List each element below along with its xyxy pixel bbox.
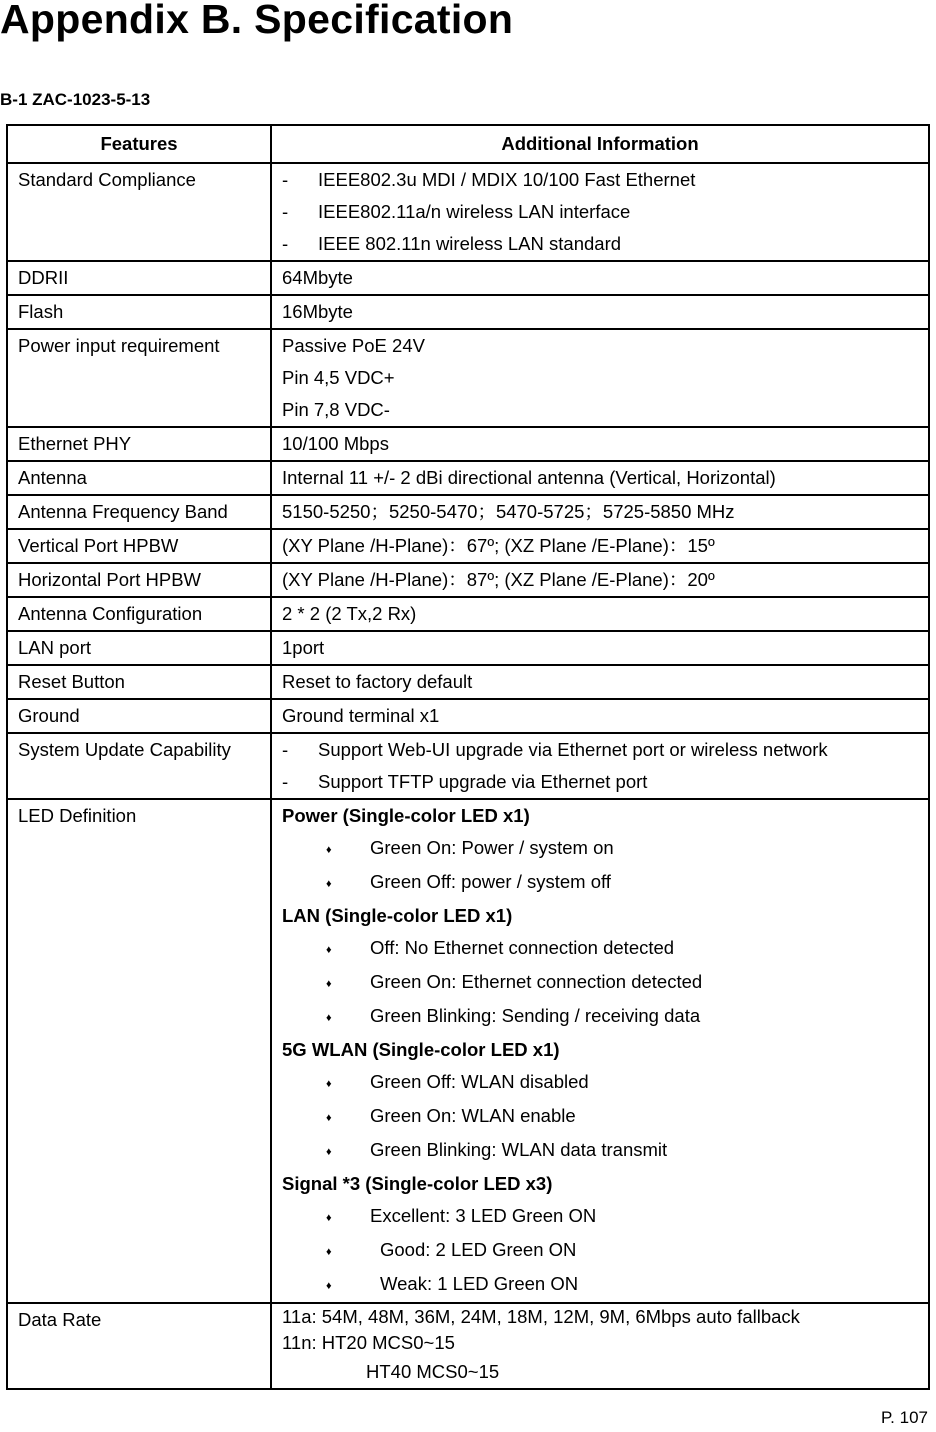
feature-label: Ethernet PHY <box>7 427 271 461</box>
feature-label: Data Rate <box>7 1303 271 1389</box>
diamond-bullet-icon: ♦ <box>326 1280 332 1292</box>
feature-info <box>271 733 929 799</box>
table-row <box>7 563 929 597</box>
feature-label: Flash <box>7 295 271 329</box>
list-item: ♦ Green On: Power / system on <box>282 832 920 866</box>
dash-bullet: - <box>282 233 289 254</box>
feature-info: Ground terminal x1 <box>271 699 929 733</box>
list-item: - IEEE802.3u MDI / MDIX 10/100 Fast Ethernet <box>282 164 920 196</box>
feature-info: 64Mbyte <box>271 261 929 295</box>
led-group-heading: LAN (Single-color LED x1) <box>282 905 513 926</box>
list-item: ♦ Off: No Ethernet connection detected <box>282 932 920 966</box>
table-row <box>7 295 929 329</box>
diamond-bullet-icon: ♦ <box>326 944 332 956</box>
table-row <box>7 799 929 1303</box>
page-number: P. 107 <box>881 1408 928 1427</box>
feature-label: LAN port <box>7 631 271 665</box>
diamond-bullet-icon: ♦ <box>326 878 332 890</box>
diamond-bullet-icon: ♦ <box>326 1012 332 1024</box>
list-item: ♦ Good: 2 LED Green ON <box>282 1234 920 1268</box>
led-group-heading: 5G WLAN (Single-color LED x1) <box>282 1039 560 1060</box>
feature-label: Antenna Configuration <box>7 597 271 631</box>
table-row <box>7 699 929 733</box>
list-item: ♦ Green Blinking: WLAN data transmit <box>282 1134 920 1168</box>
table-row <box>7 261 929 295</box>
list-item: ♦ Weak: 1 LED Green ON <box>282 1268 920 1302</box>
list-item: ♦ Green On: Ethernet connection detected <box>282 966 920 1000</box>
feature-label: Antenna <box>7 461 271 495</box>
diamond-bullet-icon: ♦ <box>326 1078 332 1090</box>
diamond-bullet-icon: ♦ <box>326 1146 332 1158</box>
diamond-bullet-icon: ♦ <box>326 1212 332 1224</box>
feature-label: Antenna Frequency Band <box>7 495 271 529</box>
feature-info: 1port <box>271 631 929 665</box>
feature-label: Vertical Port HPBW <box>7 529 271 563</box>
specification-table <box>6 124 930 1390</box>
led-group-heading: Power (Single-color LED x1) <box>282 805 530 826</box>
feature-info: Passive PoE 24V Pin 4,5 VDC+ Pin 7,8 VDC- <box>271 329 929 427</box>
list-item: - IEEE 802.11n wireless LAN standard <box>282 228 920 260</box>
feature-info: 16Mbyte <box>271 295 929 329</box>
feature-info <box>271 163 929 261</box>
feature-info: Reset to factory default <box>271 665 929 699</box>
column-header-additional-information: Additional Information <box>271 125 929 163</box>
list-item: - Support TFTP upgrade via Ethernet port <box>282 766 920 798</box>
list-item: - Support Web-UI upgrade via Ethernet port or wireless network <box>282 734 920 766</box>
dash-bullet: - <box>282 201 289 222</box>
table-row <box>7 461 929 495</box>
feature-info: (XY Plane /H-Plane)：87º; (XZ Plane /E-Plane)：20º <box>271 563 929 597</box>
feature-info: 11a: 54M, 48M, 36M, 24M, 18M, 12M, 9M, 6Mbps auto fallback 11n: HT20 MCS0~15 HT40 MCS0~15 <box>271 1303 929 1389</box>
feature-info: Internal 11 +/- 2 dBi directional antenna (Vertical, Horizontal) <box>271 461 929 495</box>
list-item: ♦ Excellent: 3 LED Green ON <box>282 1200 920 1234</box>
list-item: - IEEE802.11a/n wireless LAN interface <box>282 196 920 228</box>
feature-info: 5150-5250；5250-5470；5470-5725；5725-5850 MHz <box>271 495 929 529</box>
diamond-bullet-icon: ♦ <box>326 1112 332 1124</box>
feature-label: Standard Compliance <box>7 163 271 261</box>
feature-label: Reset Button <box>7 665 271 699</box>
feature-info: 10/100 Mbps <box>271 427 929 461</box>
list-item: ♦ Green On: WLAN enable <box>282 1100 920 1134</box>
feature-info <box>271 799 929 1303</box>
diamond-bullet-icon: ♦ <box>326 1246 332 1258</box>
table-row <box>7 597 929 631</box>
diamond-bullet-icon: ♦ <box>326 978 332 990</box>
feature-label: System Update Capability <box>7 733 271 799</box>
feature-info: (XY Plane /H-Plane)：67º; (XZ Plane /E-Plane)：15º <box>271 529 929 563</box>
table-row <box>7 1303 929 1389</box>
section-subtitle: B-1 ZAC-1023-5-13 <box>0 90 151 109</box>
dash-bullet: - <box>282 739 289 760</box>
table-row <box>7 495 929 529</box>
table-row <box>7 427 929 461</box>
page-title: Appendix B. Specification <box>0 0 514 42</box>
column-header-features: Features <box>7 125 271 163</box>
feature-info: 2 * 2 (2 Tx,2 Rx) <box>271 597 929 631</box>
table-row <box>7 733 929 799</box>
dash-bullet: - <box>282 771 289 792</box>
list-item: ♦ Green Blinking: Sending / receiving data <box>282 1000 920 1034</box>
table-row <box>7 529 929 563</box>
table-row <box>7 163 929 261</box>
table-row <box>7 631 929 665</box>
feature-label: DDRII <box>7 261 271 295</box>
table-row <box>7 329 929 427</box>
table-row <box>7 665 929 699</box>
list-item: ♦ Green Off: power / system off <box>282 866 920 900</box>
list-item: ♦ Green Off: WLAN disabled <box>282 1066 920 1100</box>
diamond-bullet-icon: ♦ <box>326 844 332 856</box>
table-header-row <box>7 125 929 163</box>
led-group-heading: Signal *3 (Single-color LED x3) <box>282 1173 553 1194</box>
feature-label: Ground <box>7 699 271 733</box>
feature-label: LED Definition <box>7 799 271 1303</box>
feature-label: Power input requirement <box>7 329 271 427</box>
dash-bullet: - <box>282 169 289 190</box>
feature-label: Horizontal Port HPBW <box>7 563 271 597</box>
